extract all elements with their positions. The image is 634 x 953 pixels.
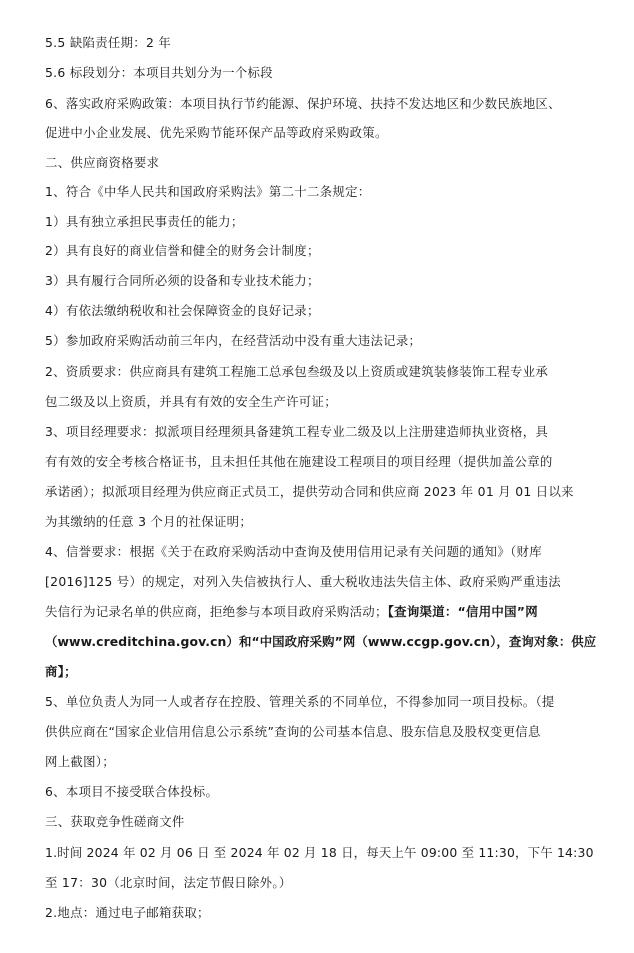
text-line: 3、项目经理要求：拟派项目经理须具备建筑工程专业二级及以上注册建造师执业资格，具	[45, 424, 549, 439]
text-line: [2016]125 号）的规定，对列入失信被执行人、重大税收违法失信主体、政府采购严重违法	[45, 574, 561, 589]
text-line: 5）参加政府采购活动前三年内，在经营活动中没有重大违法记录；	[45, 333, 422, 348]
text-line: 1.时间 2024 年 02 月 06 日 至 2024 年 02 月 18 日，每天上午 09:00 至 11:30，下午 14:30	[45, 845, 594, 860]
text-line: 6、本项目不接受联合体投标。	[45, 784, 219, 799]
text-span: 失信行为记录名单的供应商，拒绝参与本项目政府采购活动；	[45, 604, 388, 619]
text-line: 商】；	[45, 664, 77, 679]
text-line: 供供应商在“国家企业信用信息公示系统”查询的公司基本信息、股东信息及股权变更信息	[45, 724, 541, 739]
text-line: 网上截图）；	[45, 754, 115, 769]
text-line: 至 17：30（北京时间，法定节假日除外。）	[45, 875, 292, 890]
text-line: 5.6 标段划分：本项目共划分为一个标段	[45, 65, 273, 80]
text-line: 5、单位负责人为同一人或者存在控股、管理关系的不同单位，不得参加同一项目投标。（提	[45, 694, 555, 709]
text-line: 包二级及以上资质，并具有有效的安全生产许可证；	[45, 394, 337, 409]
text-line: 为其缴纳的任意 3 个月的社保证明；	[45, 514, 253, 529]
text-line: 1、符合《中华人民共和国政府采购法》第二十二条规定：	[45, 184, 371, 199]
text-line: 有有效的安全考核合格证书，且未担任其他在施建设工程项目的项目经理（提供加盖公章的	[45, 454, 553, 469]
text-line: 3）具有履行合同所必须的设备和专业技术能力；	[45, 273, 320, 288]
section-heading: 二、供应商资格要求	[45, 155, 160, 170]
text-line: 6、落实政府采购政策：本项目执行节约能源、保护环境、扶持不发达地区和少数民族地区、	[45, 96, 561, 111]
text-line: 2.地点：通过电子邮箱获取；	[45, 905, 210, 920]
text-line: 4、信誉要求：根据《关于在政府采购活动中查询及使用信用记录有关问题的通知》（财库	[45, 544, 542, 559]
text-line: 承诺函）；拟派项目经理为供应商正式员工，提供劳动合同和供应商 2023 年 01 月 01 日以来	[45, 484, 574, 499]
text-line: 2）具有良好的商业信誉和健全的财务会计制度；	[45, 243, 320, 258]
text-line: 促进中小企业发展、优先采购节能环保产品等政府采购政策。	[45, 125, 388, 140]
text-line: 4）有依法缴纳税收和社会保障资金的良好记录；	[45, 303, 320, 318]
text-line: 2、资质要求：供应商具有建筑工程施工总承包叁级及以上资质或建筑装修装饰工程专业承	[45, 364, 549, 379]
text-line: 1）具有独立承担民事责任的能力；	[45, 214, 244, 229]
bold-text-span: 【查询渠道：“信用中国”网	[387, 604, 538, 619]
text-line	[45, 604, 597, 620]
text-line: （www.creditchina.gov.cn）和“中国政府采购”网（www.ccgp.gov.cn），查询对象：供应	[45, 634, 597, 649]
text-line: 5.5 缺陷责任期：2 年	[45, 35, 172, 50]
section-heading: 三、获取竞争性磋商文件	[45, 814, 185, 829]
